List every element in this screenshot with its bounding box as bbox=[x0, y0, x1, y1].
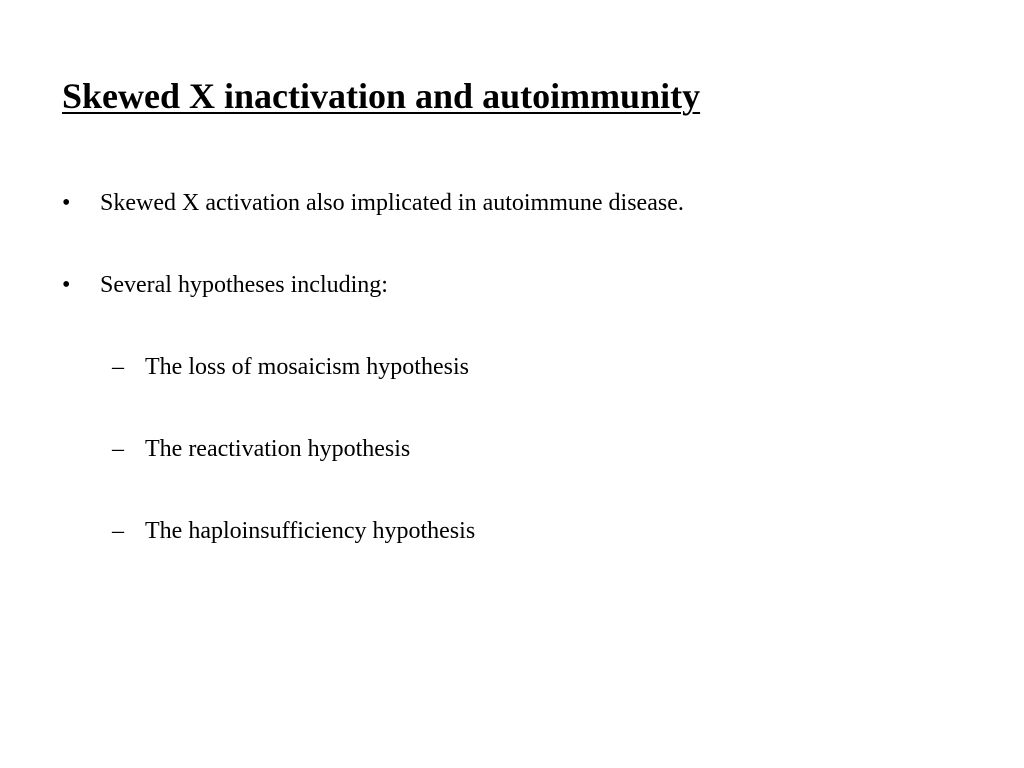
sub-bullet-marker: – bbox=[112, 518, 124, 544]
sub-bullet-text: The reactivation hypothesis bbox=[145, 436, 411, 462]
sub-bullet-text: The loss of mosaicism hypothesis bbox=[145, 354, 469, 380]
bullet-text: Skewed X activation also implicated in autoimmune disease. bbox=[100, 190, 684, 216]
slide-title: Skewed X inactivation and autoimmunity bbox=[62, 76, 701, 116]
bullet-marker: • bbox=[62, 190, 71, 216]
bullet-text: Several hypotheses including: bbox=[100, 272, 388, 298]
bullet-marker: • bbox=[62, 272, 71, 298]
sub-bullet-marker: – bbox=[112, 354, 124, 380]
sub-bullet-text: The haploinsufficiency hypothesis bbox=[145, 518, 476, 544]
sub-bullet-marker: – bbox=[112, 436, 124, 462]
